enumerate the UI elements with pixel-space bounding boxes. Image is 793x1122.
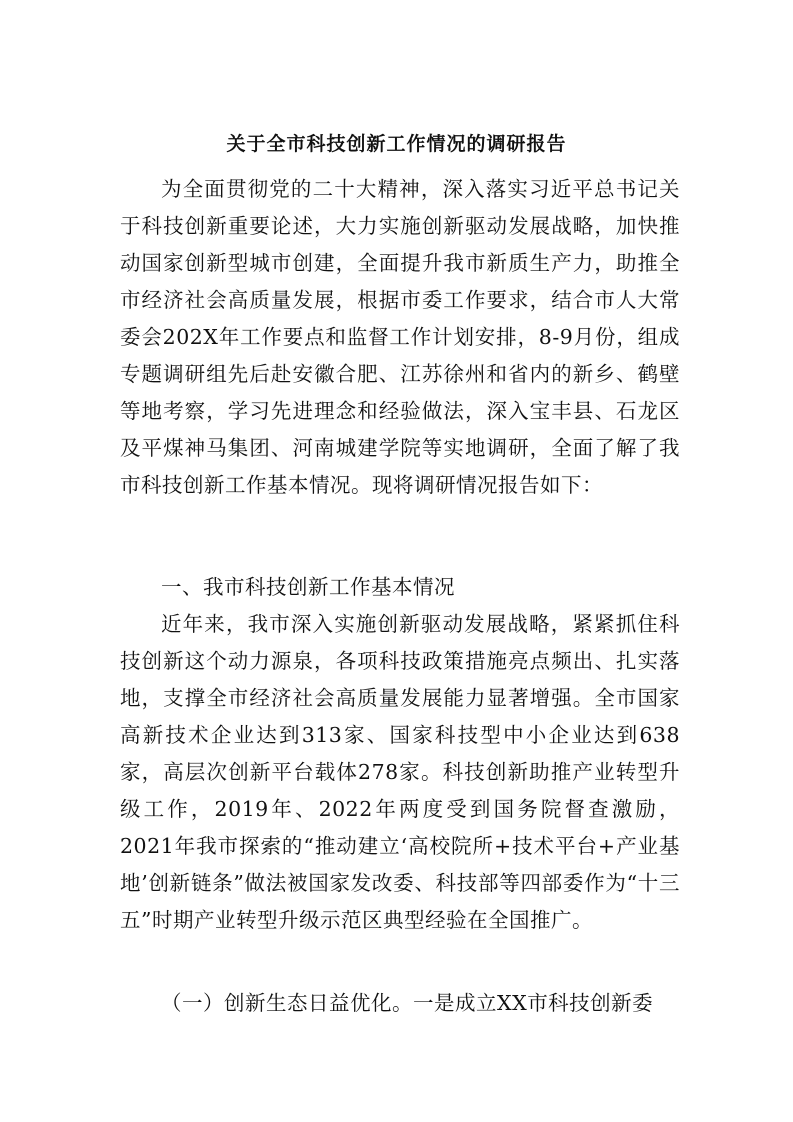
document-title: 关于全市科技创新工作情况的调研报告 xyxy=(226,133,567,155)
body-paragraph: 近年来，我市深入实施创新驱动发展战略，紧紧抓住科技创新这个动力源泉，各项科技政策措施亮点频出、扎实落地，支撑全市经济社会高质量发展能力显著增强。全市国家高新技术企业达到313家、国家科技型中小企业达到638家，高层次创新平台载体278家。科技创新助推产业转型升级工作，2019年、2022年两度受到国务院督查激励，2021年我市探索的“推动建立‘高校院所+技术平台+产业基地’创新链条”做法被国家发改委、科技部等四部委作为“十三五”时期产业转型升级示范区典型经验在全国推广。 xyxy=(120,612,680,932)
intro-paragraph: 为全面贯彻党的二十大精神，深入落实习近平总书记关于科技创新重要论述，大力实施创新驱动发展战略，加快推动国家创新型城市创建，全面提升我市新质生产力，助推全市经济社会高质量发展，根据市委工作要求，结合市人大常委会202X年工作要点和监督工作计划安排，8-9月份，组成专题调研组先后赴安徽合肥、江苏徐州和省内的新乡、鹤壁等地考察，学习先进理念和经验做法，深入宝丰县、石龙区及平煤神马集团、河南城建学院等实地调研，全面了解了我市科技创新工作基本情况。现将调研情况报告如下： xyxy=(120,177,680,497)
subsection-paragraph: （一）创新生态日益优化。一是成立XX市科技创新委 xyxy=(161,991,654,1015)
section-heading: 一、我市科技创新工作基本情况 xyxy=(161,575,455,599)
